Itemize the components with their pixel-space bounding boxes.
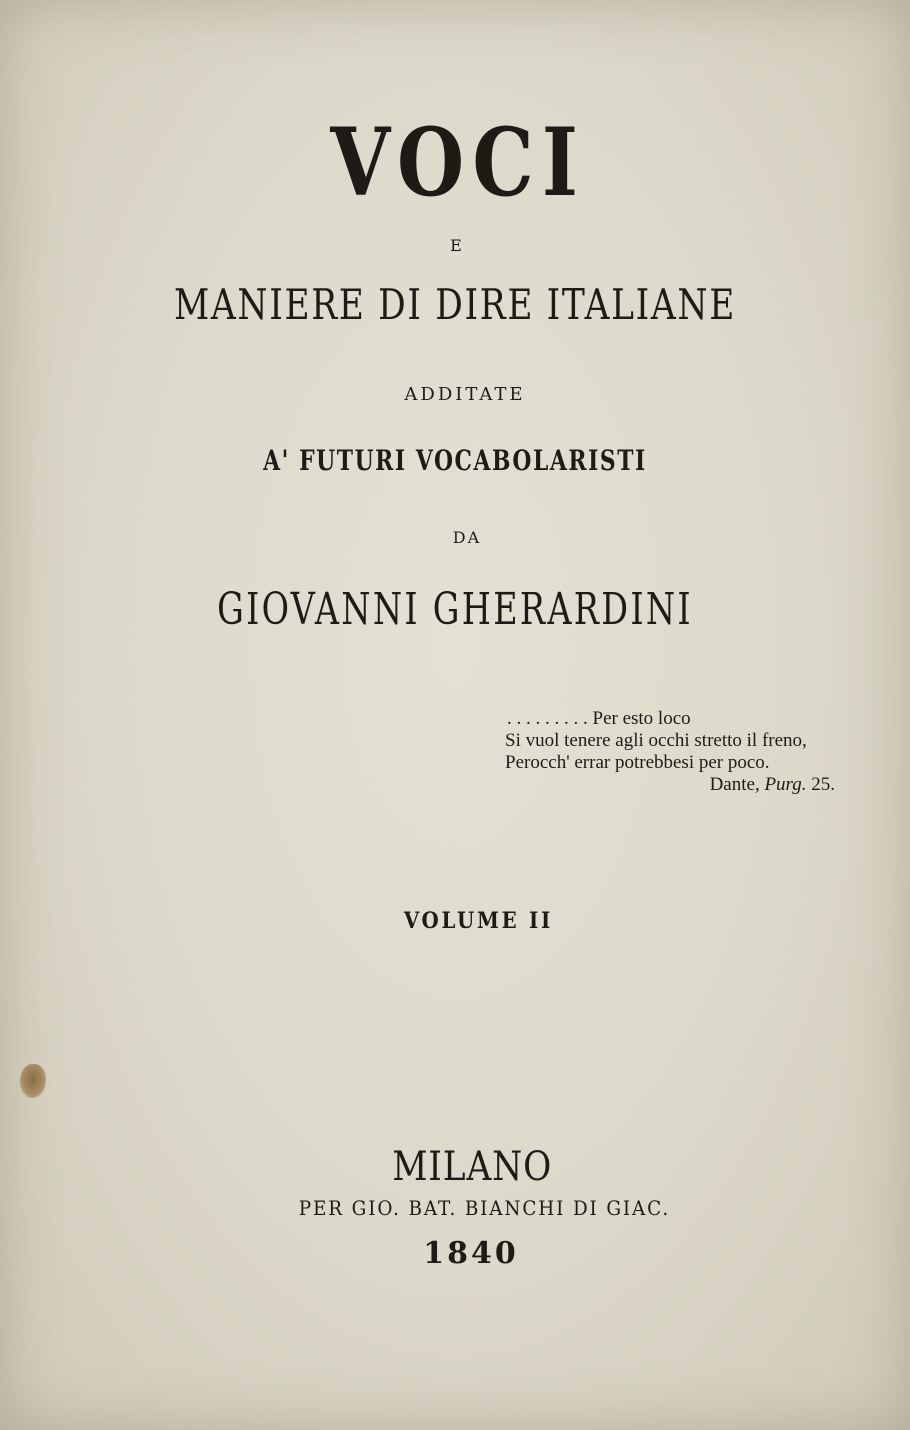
tagline-prefix: ADDITATE <box>404 384 526 405</box>
epigraph-attribution-author: Dante, <box>709 774 760 795</box>
epigraph-attribution-canto: 25. <box>811 774 835 795</box>
publication-city: MILANO <box>392 1144 553 1190</box>
tagline: A' FUTURI VOCABOLARISTI <box>263 444 647 477</box>
epigraph-line-1: . . . . . . . . . Per esto loco <box>507 708 691 729</box>
epigraph-line-3: Perocch' errar potrebbesi per poco. <box>505 752 770 773</box>
publication-year: 1840 <box>423 1236 519 1271</box>
volume-number: VOLUME II <box>403 908 553 934</box>
book-subtitle: MANIERE DI DIRE ITALIANE <box>174 280 736 329</box>
publisher: PER GIO. BAT. BIANCHI DI GIAC. <box>298 1196 671 1220</box>
epigraph <box>505 708 845 796</box>
title-conjunction: E <box>450 236 464 255</box>
book-title: VOCI <box>330 108 587 218</box>
epigraph-attribution <box>505 774 845 796</box>
epigraph-line-2: Si vuol tenere agli occhi stretto il freno, <box>505 730 807 751</box>
epigraph-attribution-work: Purg. <box>764 774 807 795</box>
paper-stain <box>20 1064 46 1098</box>
author-name: GIOVANNI GHERARDINI <box>217 584 693 635</box>
author-preposition: DA <box>452 528 482 547</box>
